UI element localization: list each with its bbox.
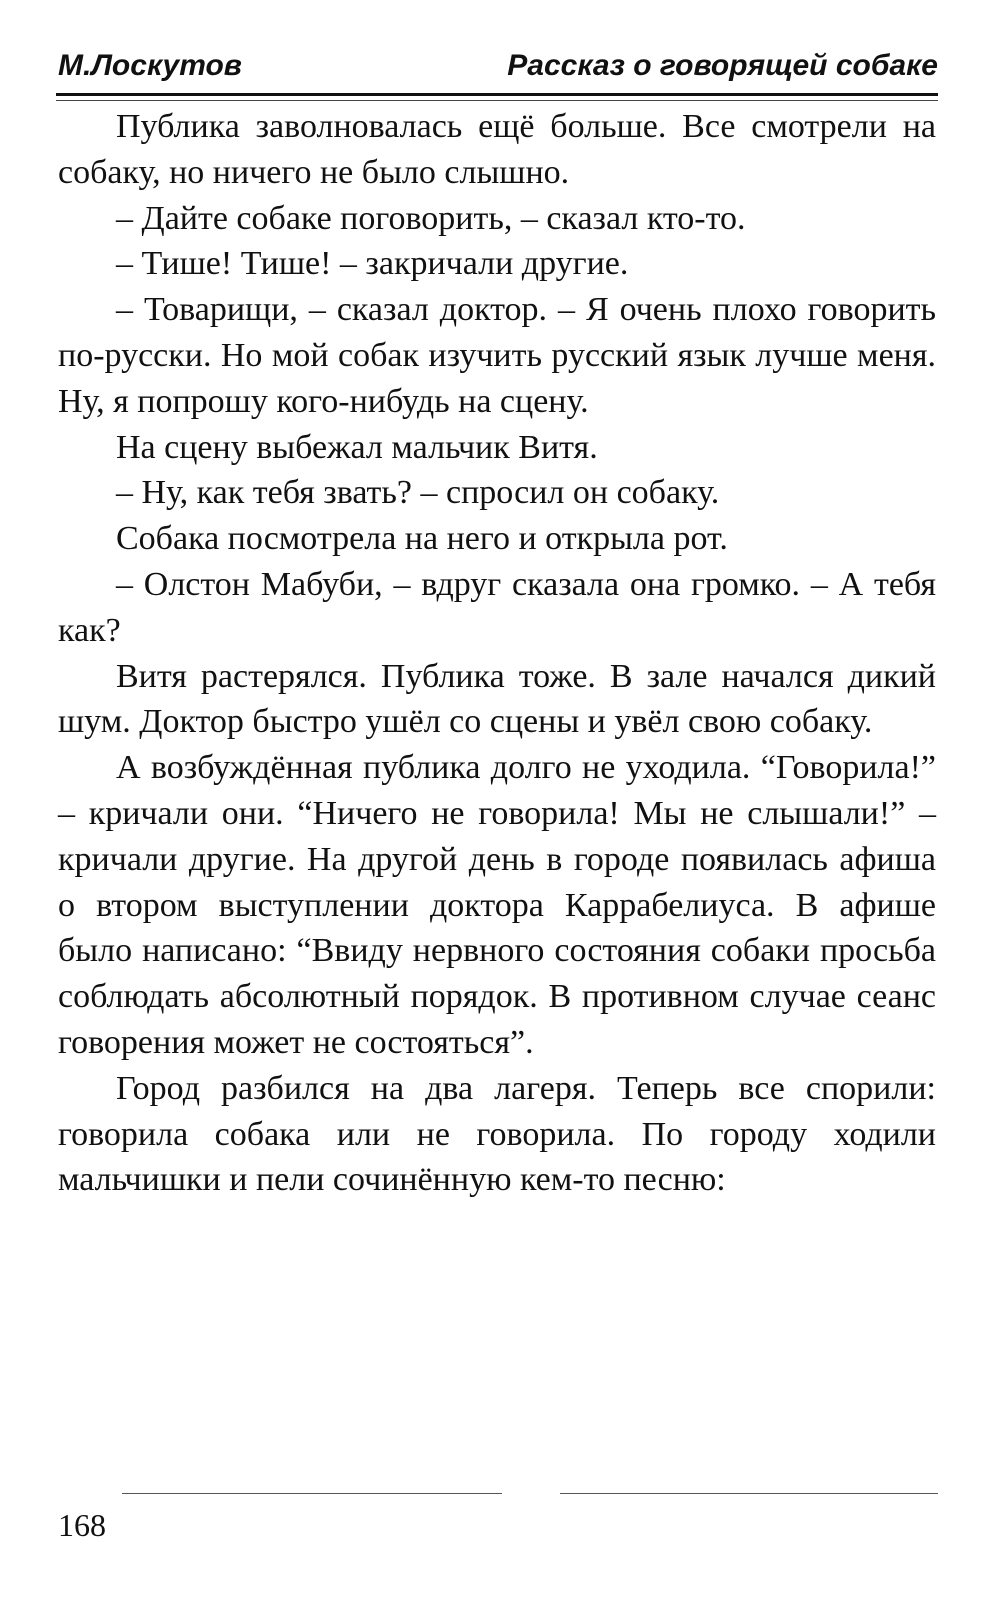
footer-rule-right: [560, 1493, 938, 1494]
paragraph: – Тише! Тише! – закричали другие.: [116, 245, 629, 283]
footer-rule-left: [122, 1493, 502, 1494]
paragraph: А возбуждённая публика долго не уходила. “Говорила!” – кричали они. “Ничего не говорила! Мы не слышали!” – кричали другие. На другой день в городе появилась афиша о втором выступлении доктора Каррабелиуса. В афише было написано: “Ввиду нервного состояния собаки просьба соблюдать абсолютный порядок. В противном случае сеанс говорения может не состояться”.: [58, 749, 936, 1061]
header-author: М.Лоскутов: [58, 49, 242, 82]
paragraph: Витя растерялся. Публика тоже. В зале начался дикий шум. Доктор быстро ушёл со сцены и увёл свою собаку.: [58, 657, 936, 741]
running-header: [58, 44, 938, 88]
paragraph: – Товарищи, – сказал доктор. – Я очень плохо говорить по-русски. Но мой собак изучить русский язык лучше меня. Ну, я попрошу кого-нибудь на сцену.: [58, 291, 936, 420]
body-text: [58, 104, 936, 1203]
paragraph: Собака посмотрела на него и открыла рот.: [116, 520, 728, 558]
page-number: 168: [58, 1507, 106, 1543]
paragraph: На сцену выбежал мальчик Витя.: [116, 428, 598, 466]
paragraph: – Олстон Мабуби, – вдруг сказала она громко. – А тебя как?: [58, 565, 936, 649]
header-rule: [56, 93, 938, 96]
paragraph: – Дайте собаке поговорить, – сказал кто-то.: [116, 199, 746, 237]
paragraph: Город разбился на два лагеря. Теперь все спорили: говорила собака или не говорила. По городу ходили мальчишки и пели сочинённую кем-то песню:: [58, 1069, 936, 1199]
paragraph: – Ну, как тебя звать? – спросил он собаку.: [116, 474, 720, 512]
paragraph: Публика заволновалась ещё больше. Все смотрели на собаку, но ничего не было слышно.: [58, 108, 936, 191]
header-rule-thin: [56, 100, 938, 101]
header-title: Рассказ о говорящей собаке: [507, 49, 938, 82]
